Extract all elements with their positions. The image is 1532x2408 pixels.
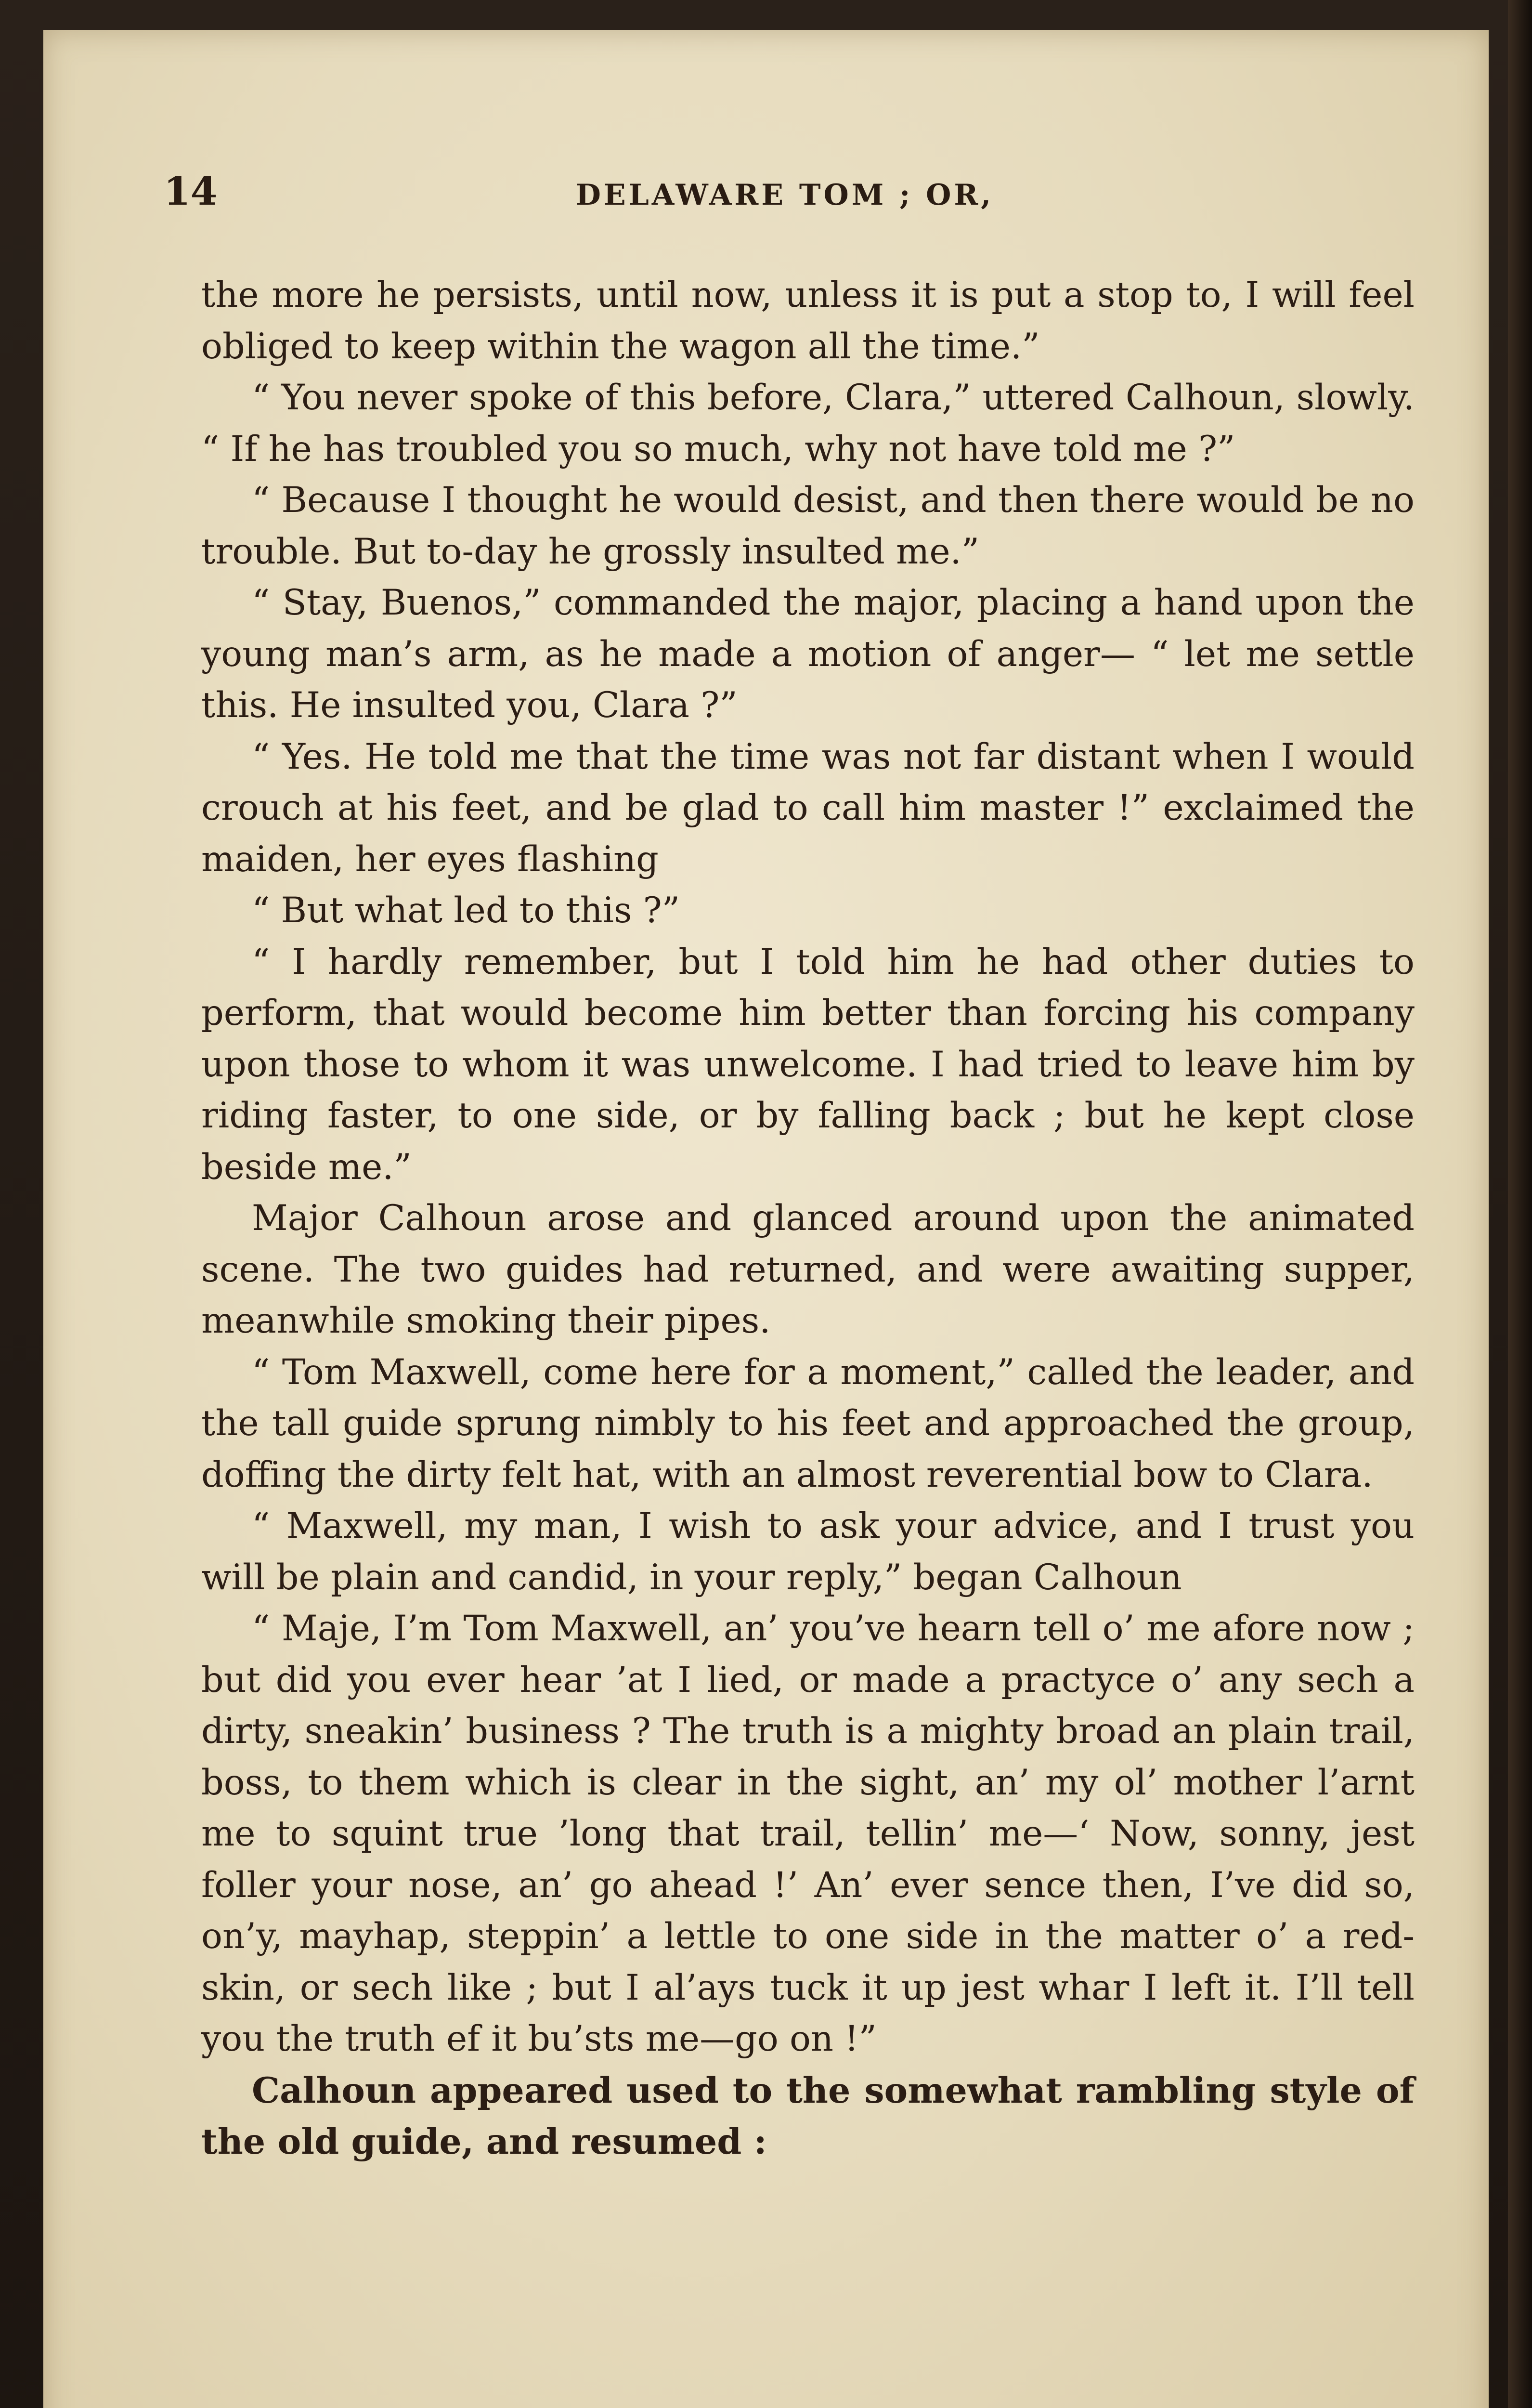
paragraph: “ But what led to this ?” xyxy=(252,890,680,931)
running-head: DELAWARE TOM ; OR, xyxy=(575,178,994,212)
paragraph: “ Maje, I’m Tom Maxwell, an’ you’ve hearn tell o’ me afore now ; but did you ever hear ’at I lied, or made a practyce o’ any sech a dirty, sneakin’ business ? The truth is a mighty broad an plain trail, boss, to them which is clear in the sight, an’ my ol’ mother l’arnt me to squint true ’long that trail, tellin’ me—‘ Now, sonny, jest foller your nose, an’ go ahead !’ An’ ever sence then, I’ve did so, on’y, mayhap, steppin’ a lettle to one side in the matter o’ a red-skin, or sech like ; but I al’ays tuck it up jest whar I left it. I’ll tell you the truth ef it bu’sts me—go on !” xyxy=(201,1608,1415,2059)
paragraph: “ Stay, Buenos,” commanded the major, placing a hand upon the young man’s arm, as he made a motion of anger— “ let me settle this. He insulted you, Clara ?” xyxy=(201,582,1415,726)
paragraph: Calhoun appeared used to the somewhat rambling style of the old guide, and resumed : xyxy=(201,2069,1415,2162)
paragraph: “ Because I thought he would desist, and then there would be no trouble. But to-day he grossly insulted me.” xyxy=(201,480,1415,572)
paragraph: “ Tom Maxwell, come here for a moment,” called the leader, and the tall guide sprung nimbly to his feet and approached the group, doffing the dirty felt hat, with an almost reverential bow to Clara. xyxy=(201,1351,1415,1495)
paragraph: the more he persists, until now, unless it is put a stop to, I will feel obliged to keep within the wagon all the time.” xyxy=(201,275,1415,367)
page-number: 14 xyxy=(164,169,218,214)
body-text xyxy=(201,270,1415,2168)
paragraph: “ I hardly remember, but I told him he had other duties to perform, that would become him better than forcing his company upon those to whom it was unwelcome. I had tried to leave him by riding faster, to one side, or by falling back ; but he kept close beside me.” xyxy=(201,941,1415,1188)
paragraph: “ You never spoke of this before, Clara,” uttered Calhoun, slowly. “ If he has troubled you so much, why not have told me ?” xyxy=(201,377,1415,470)
page-header xyxy=(164,169,1406,226)
paragraph: “ Yes. He told me that the time was not far distant when I would crouch at his feet, and be glad to call him master !” exclaimed the maiden, her eyes flashing xyxy=(201,736,1415,880)
book-binding-edge xyxy=(1508,0,1532,2408)
paragraph: “ Maxwell, my man, I wish to ask your advice, and I trust you will be plain and candid, in your reply,” began Calhoun xyxy=(201,1505,1415,1598)
paragraph: Major Calhoun arose and glanced around upon the animated scene. The two guides had returned, and were awaiting supper, meanwhile smoking their pipes. xyxy=(201,1198,1415,1341)
